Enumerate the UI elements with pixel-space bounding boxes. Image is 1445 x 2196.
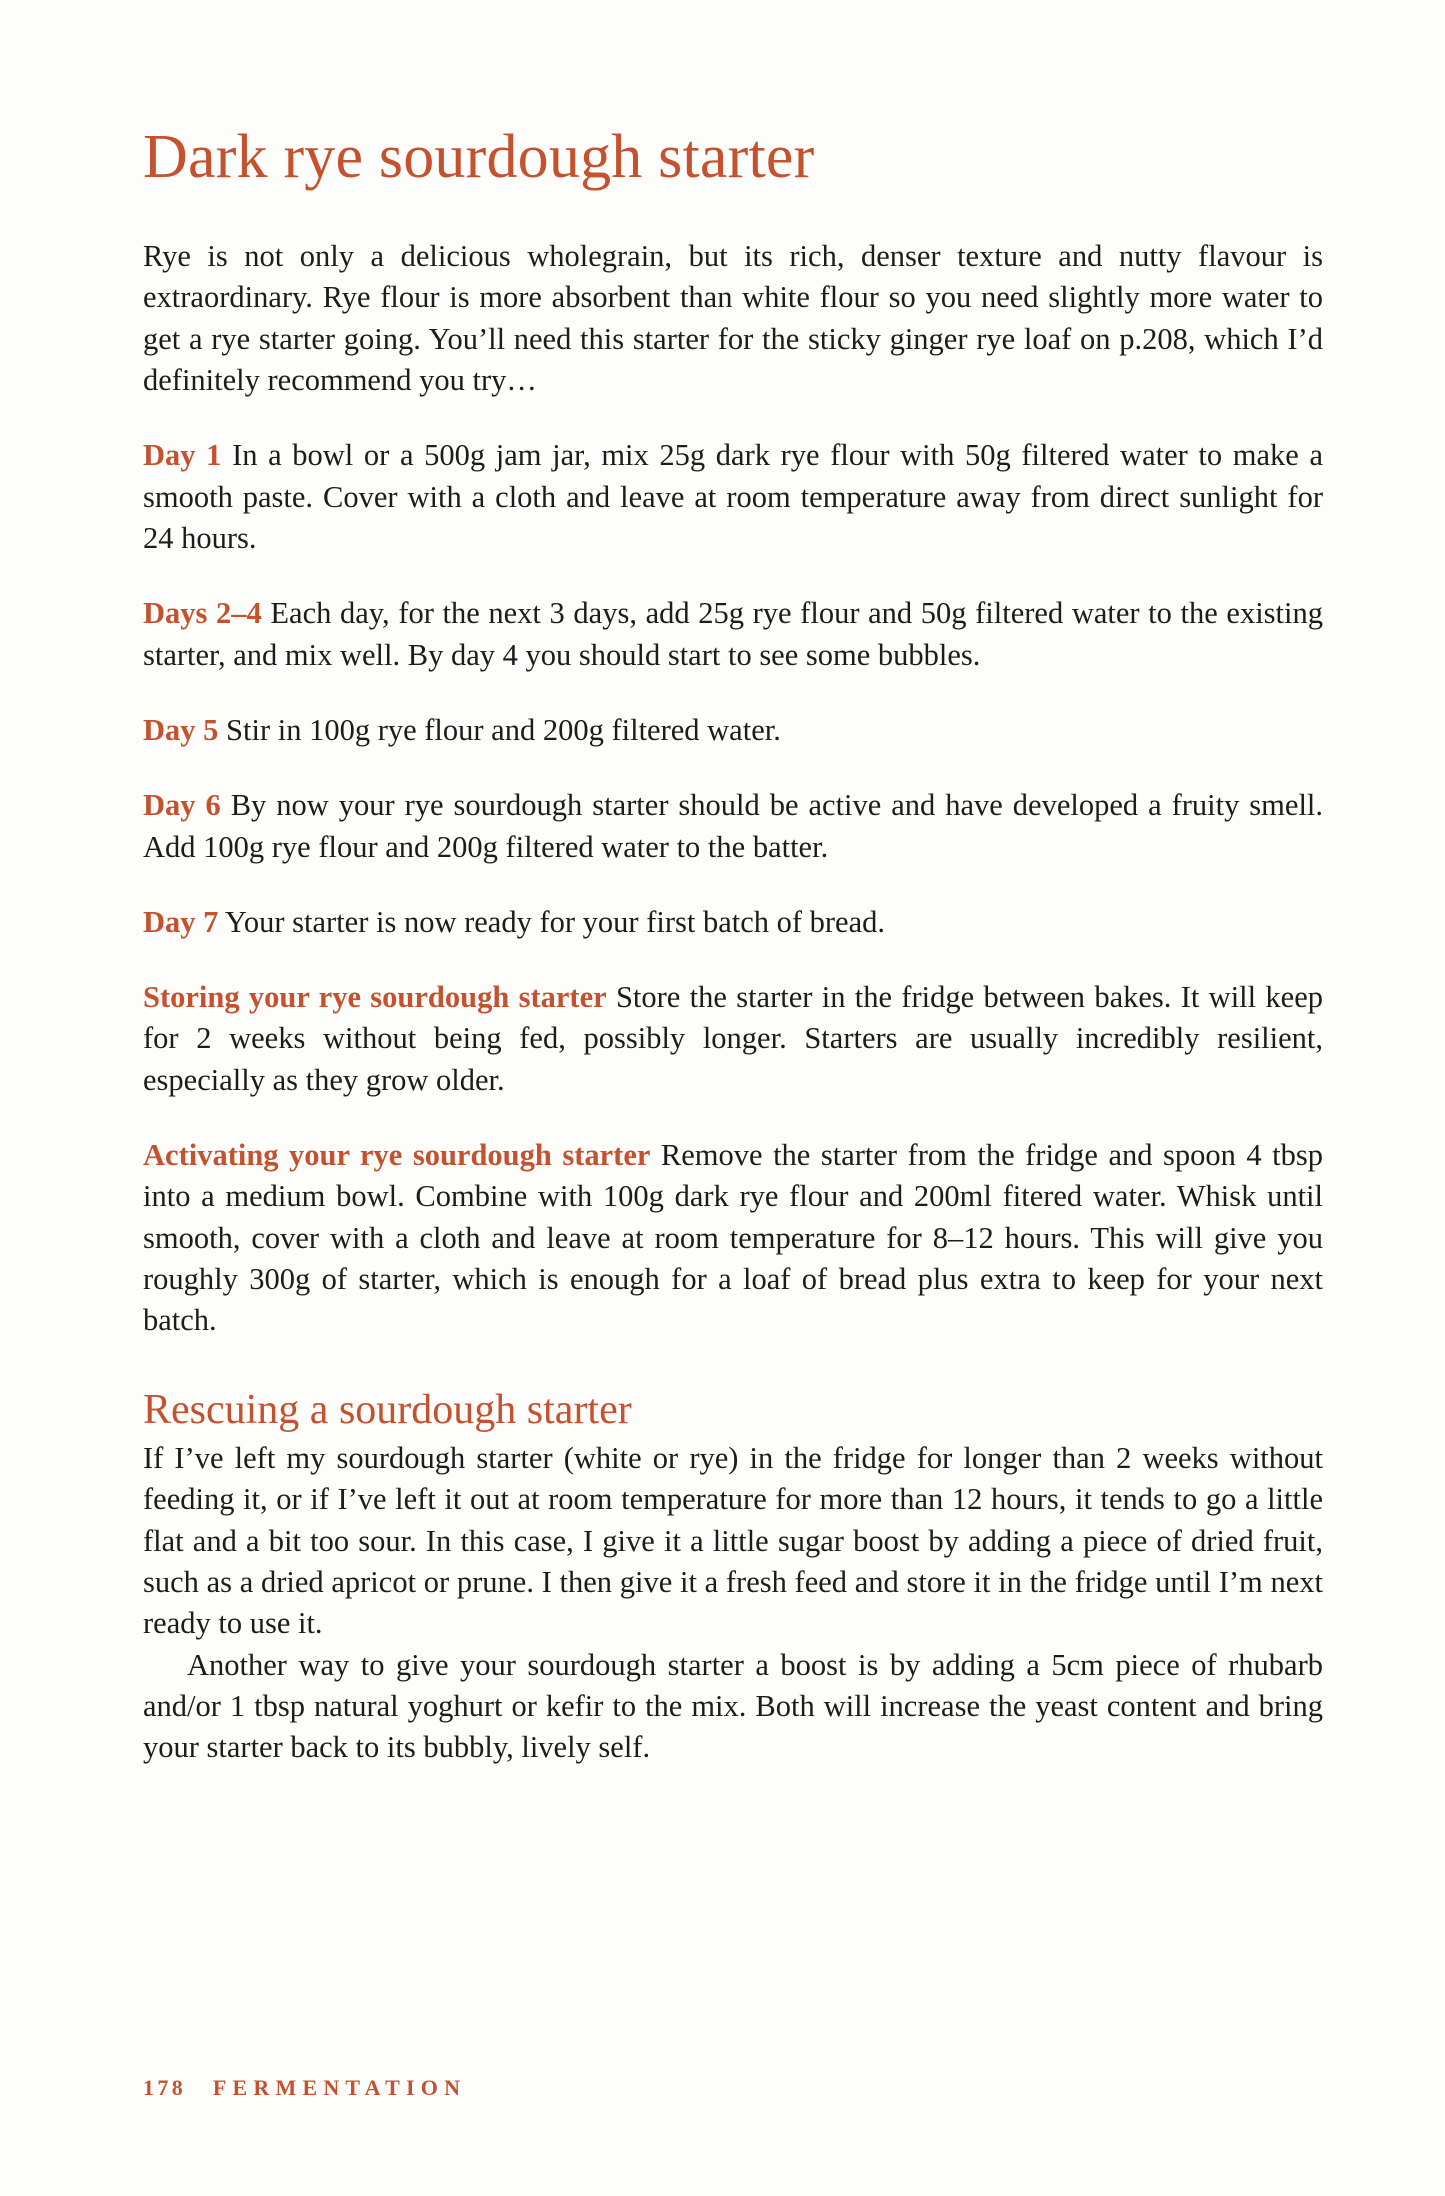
step-text-storing: Store the starter in the fridge between bakes. It will keep for 2 weeks without being fed, possibly longer. Starters are usually incredibly resilient, especially as they grow older. [143,980,1323,1097]
step-text-day-7: Your starter is now ready for your first batch of bread. [224,904,886,939]
step-label-day-6: Day 6 [143,788,221,823]
rescue-section-heading: Rescuing a sourdough starter [143,1386,632,1433]
step-label-day-1: Day 1 [143,438,222,473]
step-text-day-1: In a bowl or a 500g jam jar, mix 25g dark rye flour with 50g filtered water to make a smooth paste. Cover with a cloth and leave at room temperature away from direct sunlight for 24 hours. [143,438,1324,555]
footer-page-number: 178 [143,2075,187,2100]
step-text-days-2-4: Each day, for the next 3 days, add 25g rye flour and 50g filtered water to the existing starter, and mix well. By day 4 you should start to see some bubbles. [143,596,1324,672]
rescue-paragraph-2: Another way to give your sourdough starter a boost is by adding a 5cm piece of rhubarb and/or 1 tbsp natural yoghurt or kefir to the mix. Both will increase the yeast content and bring your starter back to its bubbly, lively self. [143,1647,1323,1765]
step-text-day-6: By now your rye sourdough starter should be active and have developed a fruity smell. Add 100g rye flour and 200g filtered water to the batter. [143,788,1324,864]
step-label-storing: Storing your rye sourdough starter [143,980,607,1015]
page-content [143,125,1323,1768]
step-paragraph-days-2-4 [143,593,1323,676]
step-paragraph-day-1 [143,435,1323,559]
footer-chapter-name: FERMENTATION [212,2075,467,2100]
step-text-day-5: Stir in 100g rye flour and 200g filtered water. [226,712,781,747]
step-paragraph-day-6 [143,785,1323,868]
intro-paragraph: Rye is not only a delicious wholegrain, but its rich, denser texture and nutty flavour is extraordinary. Rye flour is more absorbent than white flour so you need slightly more water to get a rye starter going. You’ll need this starter for the sticky ginger rye loaf on p.208, which I’d definitely recommend you try… [143,239,1323,398]
step-paragraph-day-7 [143,902,1323,943]
step-paragraph-storing [143,977,1323,1101]
step-label-activating: Activating your rye sourdough starter [143,1138,651,1173]
step-paragraph-day-5 [143,710,1323,751]
step-label-day-5: Day 5 [143,712,219,747]
page-title: Dark rye sourdough starter [143,123,815,191]
step-paragraph-activating [143,1135,1323,1342]
rescue-paragraph-1: If I’ve left my sourdough starter (white or rye) in the fridge for longer than 2 weeks without feeding it, or if I’ve left it out at room temperature for more than 12 hours, it tends to go a little flat and a bit too sour. In this case, I give it a little sugar boost by adding a piece of dried fruit, such as a dried apricot or prune. I then give it a fresh feed and store it in the fridge until I’m next ready to use it. [143,1440,1323,1641]
step-label-days-2-4: Days 2–4 [143,596,262,631]
step-text-activating: Remove the starter from the fridge and spoon 4 tbsp into a medium bowl. Combine with 100g dark rye flour and 200ml fitered water. Whisk until smooth, cover with a cloth and leave at room temperature for 8–12 hours. This will give you roughly 300g of starter, which is enough for a loaf of bread plus extra to keep for your next batch. [143,1138,1323,1338]
step-label-day-7: Day 7 [143,904,219,939]
page-footer [143,2075,466,2101]
